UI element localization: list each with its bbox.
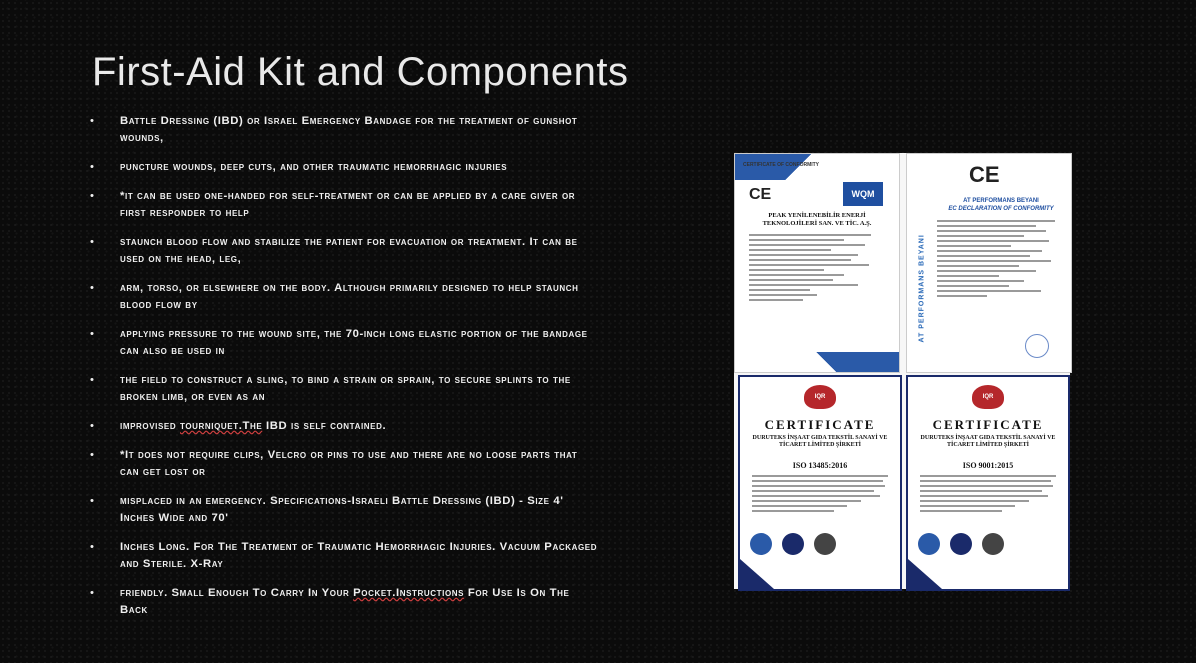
bullet-item <box>90 585 600 619</box>
iqr-emblem-icon <box>972 385 1004 409</box>
bullet-marker: • <box>90 374 95 386</box>
bullet-text: *It does not require clips, Velcro or pins to use and there are no loose parts that can get lost or <box>120 449 578 478</box>
bullet-marker: • <box>90 420 95 432</box>
bullet-item <box>90 372 600 406</box>
bullet-text: tourniquet.The <box>179 420 263 432</box>
cert-side-text: AT PERFORMANS BEYANI <box>918 234 926 343</box>
cert-company: PEAK YENİLENEBİLİR ENERJİ TEKNOLOJİLERİ SAN. VE TİC. A.Ş. <box>762 212 872 227</box>
ce-mark: CE <box>749 186 772 203</box>
bullet-text: puncture wounds, deep cuts, and other traumatic hemorrhagic injuries <box>120 161 508 173</box>
cert-body-text <box>752 475 888 515</box>
bullet-marker: • <box>90 282 95 294</box>
iaf-logo-icon <box>918 533 940 555</box>
iaf-logo-icon <box>750 533 772 555</box>
iqr-emblem-text: IQR <box>814 394 826 400</box>
bullet-item <box>90 447 600 481</box>
cert-company: DURUTEKS İNŞAAT GIDA TEKSTİL SANAYİ VE TİCARET LİMİTED ŞİRKETİ <box>752 435 888 448</box>
cert-subtitle: EC DECLARATION OF CONFORMITY <box>948 206 1054 212</box>
bullet-item <box>90 326 600 360</box>
bullet-text: friendly. Small Enough To Carry In Your <box>120 587 354 599</box>
iqr-emblem-icon <box>804 385 836 409</box>
bullet-item <box>90 493 600 527</box>
bullet-text: *it can be used one-handed for self-treatment or can be applied by a care giver or first responder to help <box>120 190 576 219</box>
cert-header: CERTIFICATE OF CONFORMITY <box>743 162 820 168</box>
bullet-item <box>90 113 600 147</box>
bullet-text: Pocket.Instructions <box>353 587 465 599</box>
cert-title: AT PERFORMANS BEYANI <box>963 198 1039 204</box>
eagle-icon <box>908 559 942 589</box>
cert-footer-band <box>735 352 899 372</box>
iqr-logo-icon <box>814 533 836 555</box>
cert-title: CERTIFICATE <box>764 417 876 432</box>
bullet-text: the field to construct a sling, to bind a strain or sprain, to secure splints to the broken limb, or even as an <box>120 374 571 403</box>
bullet-marker: • <box>90 115 95 127</box>
bullet-item <box>90 234 600 268</box>
bullet-marker: • <box>90 161 95 173</box>
bullet-marker: • <box>90 328 95 340</box>
cert-body-text <box>920 475 1056 515</box>
accreditation-logos <box>918 533 1058 555</box>
bullet-text: For Use Is On The Back <box>120 587 570 616</box>
iqr-logo-icon <box>982 533 1004 555</box>
accreditation-logos <box>750 533 890 555</box>
bullet-text: IBD is self contained. <box>262 420 387 432</box>
bullet-text: applying pressure to the wound site, the 70-inch long elastic portion of the bandage can also be used in <box>120 328 588 357</box>
iso-9001-certificate <box>906 375 1070 591</box>
bullet-text: misplaced in an emergency. Specifications-Israeli Battle Dressing (IBD) - Size 4' Inches Wide and 70' <box>120 495 564 524</box>
bullet-marker: • <box>90 236 95 248</box>
bullet-item <box>90 188 600 222</box>
bullet-text: staunch blood flow and stabilize the patient for evacuation or treatment. It can be used on the head, leg, <box>120 236 578 265</box>
wqm-logo: WQM <box>843 182 883 206</box>
cert-body-text <box>937 220 1061 300</box>
bullet-item <box>90 539 600 573</box>
cert-stamp <box>1025 334 1049 358</box>
ias-logo-icon <box>782 533 804 555</box>
bullet-item <box>90 418 600 435</box>
bullet-marker: • <box>90 587 95 599</box>
ias-logo-icon <box>950 533 972 555</box>
bullet-text: arm, torso, or elsewhere on the body. Although primarily designed to help staunch blood flow by <box>120 282 579 311</box>
ce-mark: CE <box>969 162 1000 187</box>
cert-standard: ISO 9001:2015 <box>962 461 1014 470</box>
cert-side-bar <box>911 194 925 344</box>
bullet-list <box>90 113 600 631</box>
ec-declaration-of-conformity <box>906 153 1072 373</box>
bullet-text: Inches Long. For The Treatment of Traumatic Hemorrhagic Injuries. Vacuum Packaged and Sterile. X-Ray <box>120 541 598 570</box>
cert-title: CERTIFICATE <box>932 417 1044 432</box>
bullet-item <box>90 159 600 176</box>
cert-company: DURUTEKS İNŞAAT GIDA TEKSTİL SANAYİ VE TİCARET LİMİTED ŞİRKETİ <box>920 435 1056 448</box>
certificates-image <box>734 153 1070 589</box>
ce-certificate-of-conformity <box>734 153 900 373</box>
iqr-emblem-text: IQR <box>982 394 994 400</box>
slide-title: First-Aid Kit and Components <box>92 50 629 94</box>
cert-standard: ISO 13485:2016 <box>792 461 848 470</box>
eagle-icon <box>740 559 774 589</box>
bullet-marker: • <box>90 495 95 507</box>
bullet-text: Battle Dressing (IBD) or Israel Emergency Bandage for the treatment of gunshot wounds, <box>120 115 578 144</box>
iso-13485-certificate <box>738 375 902 591</box>
cert-body-text <box>749 234 885 304</box>
bullet-marker: • <box>90 190 95 202</box>
bullet-text: improvised <box>120 420 180 432</box>
bullet-marker: • <box>90 541 95 553</box>
bullet-item <box>90 280 600 314</box>
bullet-marker: • <box>90 449 95 461</box>
